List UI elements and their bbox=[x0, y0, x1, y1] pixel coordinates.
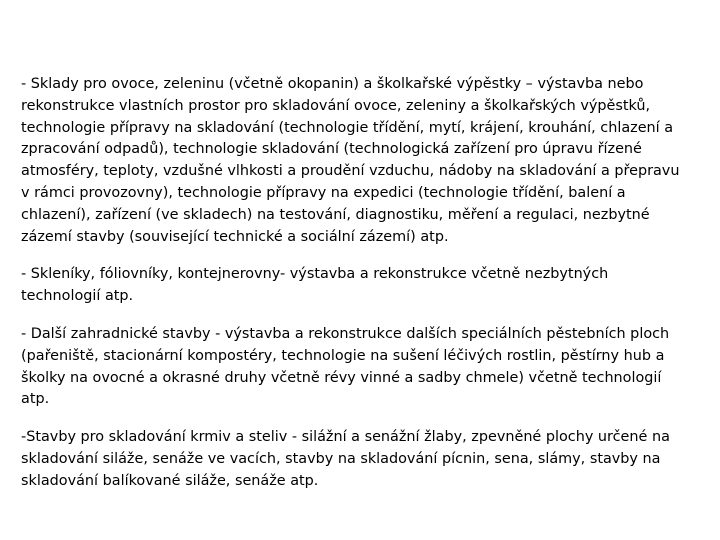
paragraph-dash: - bbox=[21, 429, 27, 446]
paragraph-text: , zeleninu (včetně okopanin) a školkařské výpěstky – výstavba nebo rekonstrukce vlastních prostor pro skladování ovoce, zeleniny a školkařských výpěstků, technologie přípravy na skladování (technologie třídění, mytí, krájení, krouhání, chlazení a zpracování odpadů), technologie skladování (technologická zařízení pro úpravu řízené atmosféry, teploty, vzdušné vlhkosti a proudění vzduchu, nádoby na skladování a přepravu v rámci provozovny), technologie přípravy na expedici (technologie třídění, balení a chlazení), zařízení (ve skladech) na testování, diagnostiku, měření a regulaci, nezbytné zázemí stavby (související technické a sociální zázemí) atp. bbox=[21, 76, 680, 245]
paragraph-heading: Skleníky, fóliovníky, kontejnerovny- bbox=[30, 266, 286, 283]
paragraph-feed-storage bbox=[21, 427, 691, 492]
paragraph-dash: - bbox=[21, 325, 31, 342]
paragraph-text: výstavba a rekonstrukce včetně nezbytných technologií atp. bbox=[21, 266, 609, 305]
paragraph-text: - silážní a senážní žlaby, zpevněné plochy určené na skladování siláže, senáže ve vacích, stavby na skladování pícnin, sena, slámy, stavby na skladování balíkované siláže, senáže atp. bbox=[21, 429, 670, 489]
paragraph-text: - výstavba a rekonstrukce dalších speciálních pěstebních ploch (pařeniště, stacionární kompostéry, technologie na sušení léčivých rostlin, pěstírny hub a školky na ovocné a okrasné druhy včetně révy vinné a sadby chmele) včetně technologií atp. bbox=[21, 325, 670, 408]
paragraph-fruit-storage bbox=[21, 74, 691, 248]
paragraph-other-horticultural-buildings bbox=[21, 324, 691, 411]
paragraph-heading: Další zahradnické stavby bbox=[30, 325, 211, 342]
paragraph-dash: - bbox=[21, 266, 31, 283]
paragraph-greenhouses bbox=[21, 264, 691, 308]
paragraph-dash: - bbox=[21, 76, 31, 92]
paragraph-heading: Sklady pro ovoce bbox=[30, 76, 155, 92]
paragraph-heading: Stavby pro skladování krmiv a steliv bbox=[26, 429, 288, 446]
slide-body bbox=[21, 74, 691, 509]
